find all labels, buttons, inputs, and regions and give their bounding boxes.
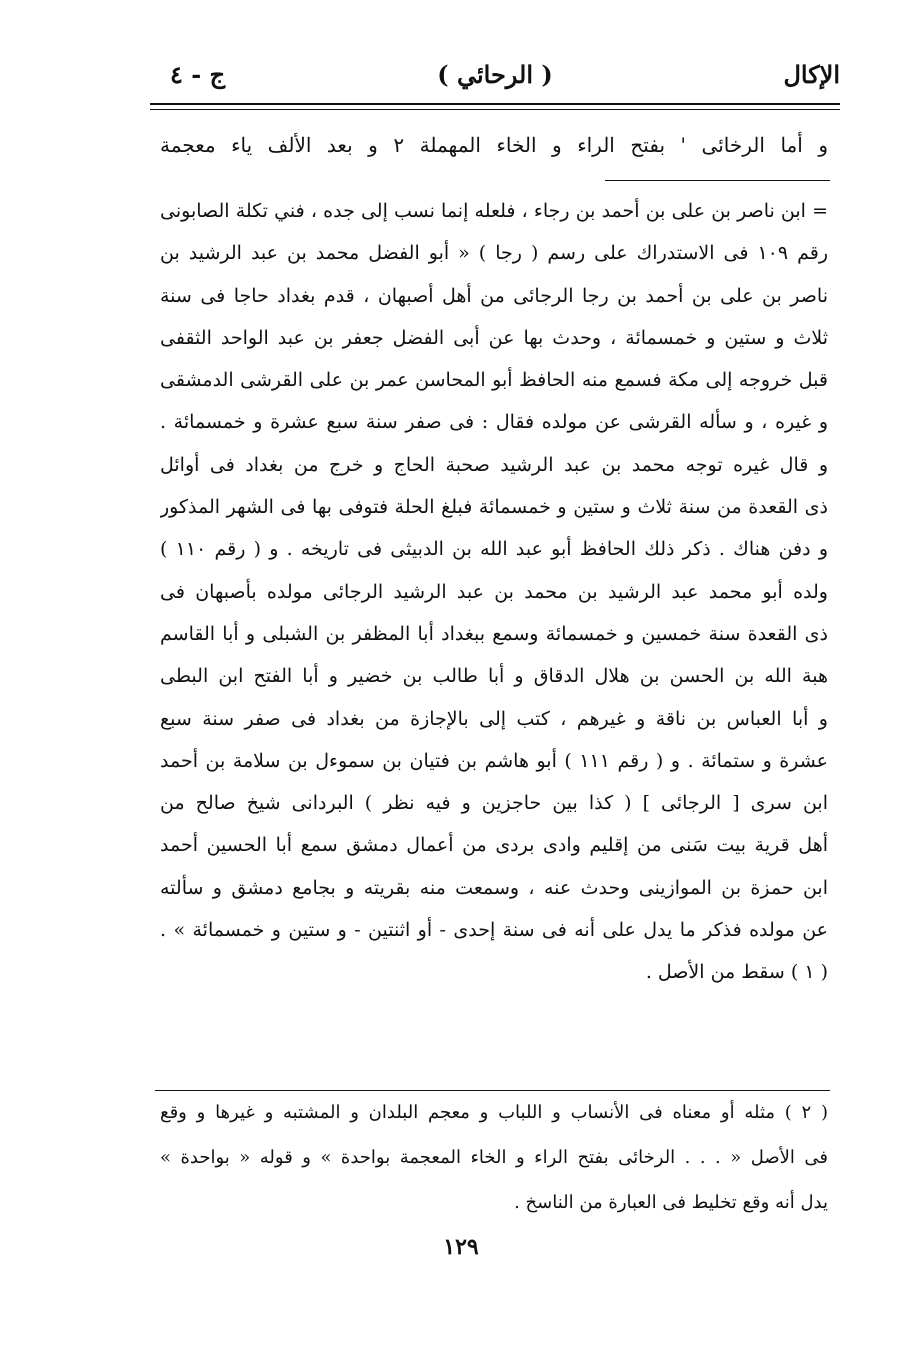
- page-number: ١٢٩: [443, 1234, 479, 1260]
- text-line: و دفن هناك . ذكر ذلك الحافظ أبو عبد الله بن الدبيثى فى تاريخه . و ( رقم ١١٠ ): [160, 538, 828, 561]
- header-rule-thin: [150, 109, 840, 110]
- text-line: عن مولده فذكر ما يدل على أنه فى سنة إحدى - أو اثنتين - و ستين و خمسمائة » .: [160, 919, 828, 942]
- text-line: و قال غيره توجه محمد بن عبد الرشيد صحبة الحاج و خرج من بغداد فى أوائل: [160, 453, 828, 476]
- text-line: أهل قرية بيت سَنى من إقليم وادى بردى من أعمال دمشق سمع أبا الحسين أحمد: [160, 834, 828, 857]
- text-line: و غيره ، و سأله القرشى عن مولده فقال : فى صفر سنة سبع عشرة و خمسمائة .: [160, 411, 828, 434]
- text-line: ابن حمزة بن الموازينى وحدث عنه ، وسمعت منه بقريته و بجامع دمشق و سألته: [160, 876, 828, 899]
- header-volume: ج - ٤: [170, 60, 226, 89]
- footnote-continuation-text: [160, 190, 828, 994]
- footnote-continuation-rule: [605, 180, 830, 181]
- text-line: عشرة و ستمائة . و ( رقم ١١١ ) أبو هاشم بن فتيان بن سموءل بن سلامة بن أحمد: [160, 749, 828, 772]
- text-line: رقم ١٠٩ فى الاستدراك على رسم ( رجا ) « أبو الفضل محمد بن عبد الرشيد بن: [160, 242, 828, 265]
- text-line: و أبا العباس بن ناقة و غيرهم ، كتب إلى بالإجازة من بغداد فى صفر سنة سبع: [160, 707, 828, 730]
- footnotes: [160, 1090, 828, 1225]
- footnote-line: ( ٢ ) مثله أو معناه فى الأنساب و اللباب و معجم البلدان و المشتبه و غيرها و وقع: [160, 1102, 828, 1123]
- text-line: هبة الله بن الحسن بن هلال الدقاق و أبا طالب بن خضير و أبا الفتح ابن البطى: [160, 665, 828, 688]
- text-line: ذى القعدة سنة خمسين و خمسمائة وسمع ببغداد أبا المظفر بن الشبلى و أبا القاسم: [160, 622, 828, 645]
- header-entry-title: ( الرحائي ): [437, 60, 553, 89]
- text-line: ذى القعدة من سنة ثلاث و ستين و خمسمائة فبلغ الحلة فتوفى بها فى الشهر المذكور: [160, 496, 828, 519]
- text-line: قبل خروجه إلى مكة فسمع منه الحافظ أبو المحاسن عمر بن على القرشى الدمشقى: [160, 369, 828, 392]
- text-line: ( ١ ) سقط من الأصل .: [645, 961, 828, 984]
- text-line: ابن سرى [ الرجائى ] ( كذا بين حاجزين و فيه نظر ) البردانى شيخ صالح من: [160, 792, 828, 815]
- text-line: ناصر بن على بن أحمد بن رجا الرجائى من أهل أصبهان ، قدم بغداد حاجا فى سنة: [160, 284, 828, 307]
- footnote-line: فى الأصل « . . . الرخائى بفتح الراء و الخاء المعجمة بواحدة » و قوله « بواحدة »: [160, 1147, 828, 1168]
- footnote-line: يدل أنه وقع تخليط فى العبارة من الناسخ .: [514, 1192, 828, 1213]
- header-rule-thick: [150, 103, 840, 105]
- text-line: = ابن ناصر بن على بن أحمد بن رجاء ، فلعله إنما نسب إلى جده ، فني تكلة الصابونى: [160, 200, 828, 222]
- text-line: ثلاث و ستين و خمسمائة ، وحدث بها عن أبى الفضل جعفر بن عبد الواحد الثقفى: [160, 326, 828, 349]
- main-text-line: و أما الرخائى ' بفتح الراء و الخاء المهملة ٢ و بعد الألف ياء معجمة: [160, 133, 828, 157]
- running-header: [150, 56, 840, 102]
- header-book-title: الإكال: [783, 60, 840, 89]
- text-line: ولده أبو محمد عبد الرشيد بن محمد بن عبد الرشيد الرجائى مولده بأصبهان فى: [160, 580, 828, 603]
